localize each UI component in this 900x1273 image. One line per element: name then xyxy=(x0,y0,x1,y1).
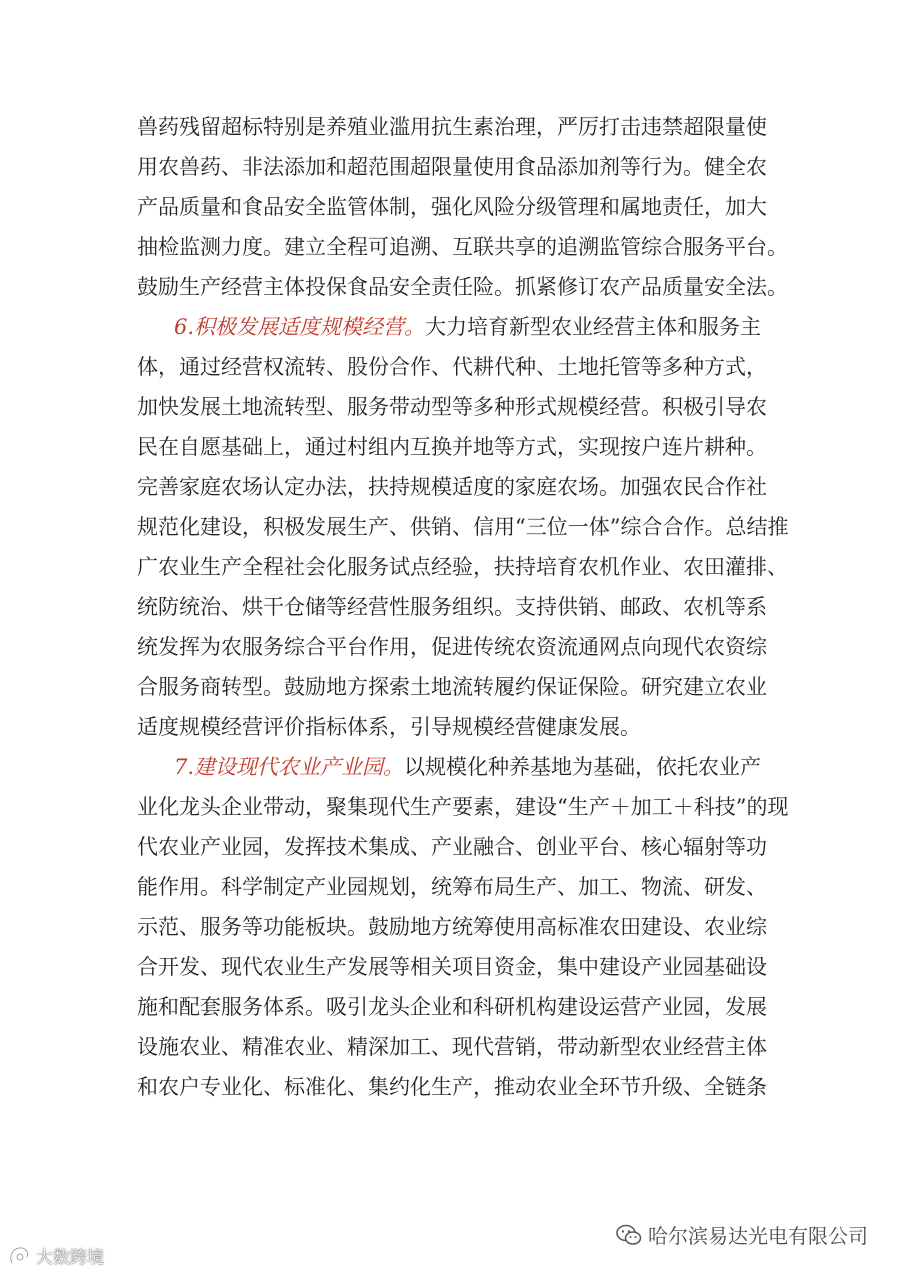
body-line xyxy=(137,512,788,542)
line-text: 抽检监测力度。建立全程可追溯、互联共享的追溯监管综合服务平台。 xyxy=(137,235,788,259)
section-heading: 6.积极发展适度规模经营。 xyxy=(174,315,426,339)
line-text: 完善家庭农场认定办法，扶持规模适度的家庭农场。加强农民合作社 xyxy=(137,475,767,499)
body-line xyxy=(137,1072,767,1102)
line-text: 示范、服务等功能板块。鼓励地方统筹使用高标准农田建设、农业综 xyxy=(137,915,767,939)
line-text: 和农户专业化、标准化、集约化生产，推动农业全环节升级、全链条 xyxy=(137,1075,767,1099)
line-text: 鼓励生产经营主体投保食品安全责任险。抓紧修订农产品质量安全法。 xyxy=(137,275,788,299)
line-text: 业化龙头企业带动，聚集现代生产要素，建设“生产＋加工＋科技”的现 xyxy=(137,795,789,819)
line-text: 适度规模经营评价指标体系，引导规模经营健康发展。 xyxy=(137,715,641,739)
line-text: 加快发展土地流转型、服务带动型等多种形式规模经营。积极引导农 xyxy=(137,395,767,419)
body-line xyxy=(137,432,767,462)
line-text: 以规模化种养基地为基础，依托农业产 xyxy=(404,755,762,779)
body-line xyxy=(137,152,767,182)
brand-logo-icon xyxy=(8,1245,32,1267)
line-text: 用农兽药、非法添加和超范围超限量使用食品添加剂等行为。健全农 xyxy=(137,155,767,179)
company-watermark xyxy=(616,1220,868,1249)
body-line xyxy=(137,352,767,382)
line-text: 设施农业、精准农业、精深加工、现代营销，带动新型农业经营主体 xyxy=(137,1035,767,1059)
brand-watermark-text: 大数跨境 xyxy=(36,1248,104,1268)
line-text: 统发挥为农服务综合平台作用，促进传统农资流通网点向现代农资综 xyxy=(137,635,767,659)
body-line xyxy=(137,832,767,862)
line-text: 兽药残留超标特别是养殖业滥用抗生素治理，严厉打击违禁超限量使 xyxy=(137,115,767,139)
body-line xyxy=(137,992,767,1022)
body-line xyxy=(137,952,767,982)
wechat-icon xyxy=(616,1224,642,1246)
section-heading-line xyxy=(174,312,761,342)
line-text: 广农业生产全程社会化服务试点经验，扶持培育农机作业、农田灌排、 xyxy=(137,555,788,579)
line-text: 产品质量和食品安全监管体制，强化风险分级管理和属地责任，加大 xyxy=(137,195,767,219)
body-line xyxy=(137,232,788,262)
body-line xyxy=(137,1032,767,1062)
section-heading: 7.建设现代农业产业园。 xyxy=(174,755,405,779)
body-line xyxy=(137,792,788,822)
body-line xyxy=(137,112,767,142)
body-line xyxy=(137,392,767,422)
body-line xyxy=(137,632,767,662)
section-heading-line xyxy=(174,752,761,782)
body-line xyxy=(137,592,767,622)
body-line xyxy=(137,672,767,702)
body-line xyxy=(137,712,641,742)
body-line xyxy=(137,552,788,582)
line-text: 大力培育新型农业经营主体和服务主 xyxy=(425,315,762,339)
line-text: 民在自愿基础上，通过村组内互换并地等方式，实现按户连片耕种。 xyxy=(137,435,767,459)
line-text: 施和配套服务体系。吸引龙头企业和科研机构建设运营产业园，发展 xyxy=(137,995,767,1019)
body-line xyxy=(137,472,767,502)
line-text: 能作用。科学制定产业园规划，统筹布局生产、加工、物流、研发、 xyxy=(137,875,767,899)
brand-watermark xyxy=(8,1243,104,1268)
line-text: 合服务商转型。鼓励地方探索土地流转履约保证保险。研究建立农业 xyxy=(137,675,767,699)
line-text: 合开发、现代农业生产发展等相关项目资金，集中建设产业园基础设 xyxy=(137,955,767,979)
body-line xyxy=(137,272,788,302)
company-watermark-text: 哈尔滨易达光电有限公司 xyxy=(648,1224,868,1248)
line-text: 代农业产业园，发挥技术集成、产业融合、创业平台、核心辐射等功 xyxy=(137,835,767,859)
body-line xyxy=(137,872,767,902)
line-text: 规范化建设，积极发展生产、供销、信用“三位一体”综合合作。总结推 xyxy=(137,515,789,539)
body-line xyxy=(137,912,767,942)
line-text: 体，通过经营权流转、股份合作、代耕代种、土地托管等多种方式， xyxy=(137,355,767,379)
line-text: 统防统治、烘干仓储等经营性服务组织。支持供销、邮政、农机等系 xyxy=(137,595,767,619)
body-line xyxy=(137,192,767,222)
